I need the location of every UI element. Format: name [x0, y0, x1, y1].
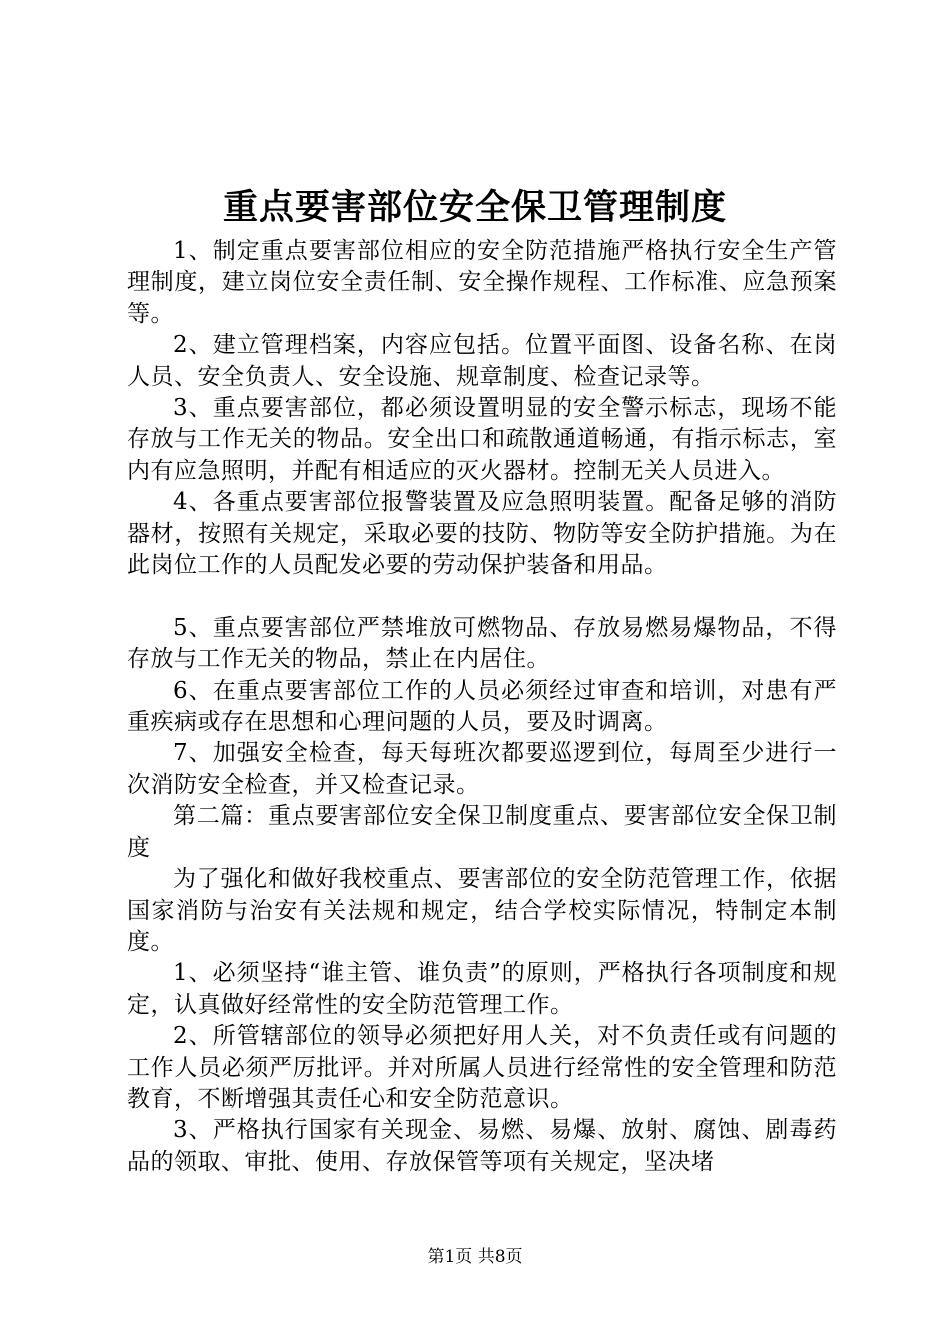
paragraph-1: 1、制定重点要害部位相应的安全防范措施严格执行安全生产管理制度，建立岗位安全责任制、安全操作规程、工作标准、应急预案等。 — [127, 238, 837, 327]
section-item-3: 3、严格执行国家有关现金、易燃、易爆、放射、腐蚀、剧毒药品的领取、审批、使用、存放保管等项有关规定，坚决堵 — [127, 1117, 837, 1175]
section-item-2: 2、所管辖部位的领导必须把好用人关，对不负责任或有问题的工作人员必须严厉批评。并对所属人员进行经常性的安全管理和防范教育，不断增强其责任心和安全防范意识。 — [127, 1023, 837, 1112]
section-item-1: 1、必须坚持“谁主管、谁负责”的原则，严格执行各项制度和规定，认真做好经常性的安全防范管理工作。 — [127, 960, 837, 1018]
section-heading: 第二篇：重点要害部位安全保卫制度重点、要害部位安全保卫制度 — [127, 803, 837, 861]
section-intro: 为了强化和做好我校重点、要害部位的安全防范管理工作，依据国家消防与治安有关法规和规定，结合学校实际情况，特制定本制度。 — [127, 866, 837, 955]
paragraph-3: 3、重点要害部位，都必须设置明显的安全警示标志，现场不能存放与工作无关的物品。安全出口和疏散通道畅通，有指示标志，室内有应急照明，并配有相适应的灭火器材。控制无关人员进入。 — [127, 395, 837, 484]
document-body — [127, 236, 837, 1178]
page-number: 第1页 共8页 — [427, 1247, 523, 1267]
paragraph-6: 6、在重点要害部位工作的人员必须经过审查和培训，对患有严重疾病或存在思想和心理问题的人员，要及时调离。 — [127, 677, 837, 736]
paragraph-5: 5、重点要害部位严禁堆放可燃物品、存放易燃易爆物品，不得存放与工作无关的物品，禁止在内居住。 — [127, 614, 837, 673]
paragraph-4: 4、各重点要害部位报警装置及应急照明装置。配备足够的消防器材，按照有关规定，采取必要的技防、物防等安全防护措施。为在此岗位工作的人员配发必要的劳动保护装备和用品。 — [127, 489, 837, 579]
document-title: 重点要害部位安全保卫管理制度 — [222, 187, 727, 228]
paragraph-2: 2、建立管理档案，内容应包括。位置平面图、设备名称、在岗人员、安全负责人、安全设施、规章制度、检查记录等。 — [127, 332, 837, 390]
paragraph-7: 7、加强安全检查，每天每班次都要巡逻到位，每周至少进行一次消防安全检查，并又检查记录。 — [127, 740, 837, 798]
